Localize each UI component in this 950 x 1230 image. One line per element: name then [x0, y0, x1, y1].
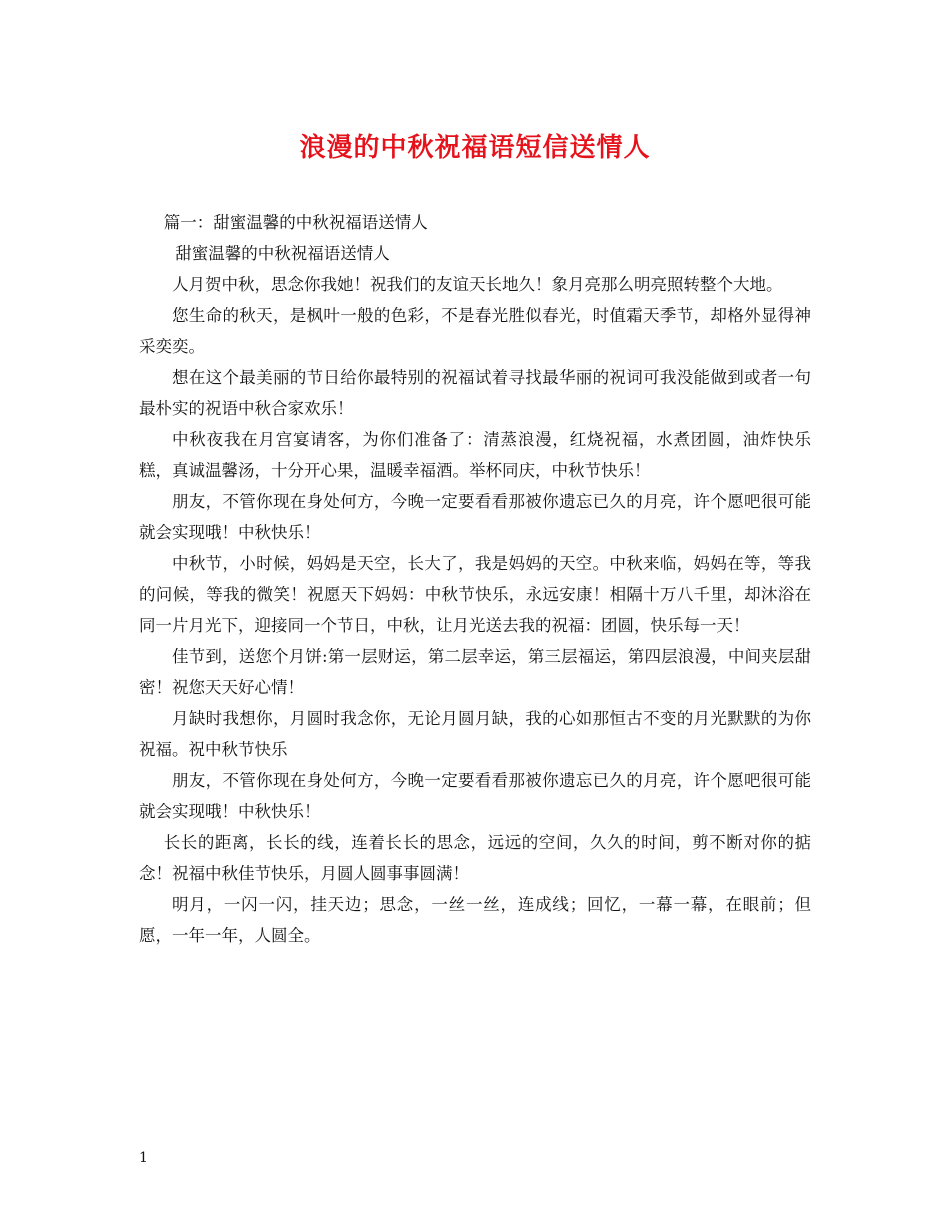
paragraph: 您生命的秋天，是枫叶一般的色彩，不是春光胜似春光，时值霜天季节，却格外显得神采奕奕。: [139, 306, 811, 356]
page-number: 1: [139, 1150, 148, 1166]
paragraph: 朋友，不管你现在身处何方，今晚一定要看看那被你遗忘已久的月亮，许个愿吧很可能就会实现哦！中秋快乐！: [139, 771, 811, 821]
document-body: [139, 207, 811, 951]
paragraph: 想在这个最美丽的节日给你最特别的祝福试着寻找最华丽的祝词可我没能做到或者一句最朴实的祝语中秋合家欢乐！: [139, 368, 811, 418]
paragraph-subheading: 甜蜜温馨的中秋祝福语送情人: [175, 244, 390, 263]
paragraph: 佳节到，送您个月饼:第一层财运，第二层幸运，第三层福运，第四层浪漫，中间夹层甜密！祝您天天好心情！: [139, 647, 811, 697]
paragraph: 中秋夜我在月宫宴请客，为你们准备了：清蒸浪漫，红烧祝福，水煮团圆，油炸快乐糕，真诚温馨汤，十分开心果，温暖幸福酒。举杯同庆，中秋节快乐！: [139, 430, 811, 480]
paragraph: 月缺时我想你，月圆时我念你，无论月圆月缺，我的心如那恒古不变的月光默默的为你祝福。祝中秋节快乐: [139, 709, 811, 759]
paragraph: 人月贺中秋，思念你我她！祝我们的友谊天长地久！象月亮那么明亮照转整个大地。: [172, 275, 783, 294]
paragraph: 长长的距离，长长的线，连着长长的思念，远远的空间，久久的时间，剪不断对你的掂念！祝福中秋佳节快乐，月圆人圆事事圆满！: [139, 833, 811, 883]
paragraph-section-heading: 篇一：甜蜜温馨的中秋祝福语送情人: [163, 213, 428, 232]
paragraph: 明月，一闪一闪，挂天边；思念，一丝一丝，连成线；回忆，一幕一幕，在眼前；但愿，一年一年，人圆全。: [139, 895, 811, 945]
paragraph: 朋友，不管你现在身处何方，今晚一定要看看那被你遗忘已久的月亮，许个愿吧很可能就会实现哦！中秋快乐！: [139, 492, 811, 542]
document-title: 浪漫的中秋祝福语短信送情人: [299, 133, 651, 163]
paragraph: 中秋节，小时候，妈妈是天空，长大了，我是妈妈的天空。中秋来临，妈妈在等，等我的问候，等我的微笑！祝愿天下妈妈：中秋节快乐，永远安康！相隔十万八千里，却沐浴在同一片月光下，迎接同一个节日，中秋，让月光送去我的祝福：团圆，快乐每一天！: [139, 554, 811, 635]
